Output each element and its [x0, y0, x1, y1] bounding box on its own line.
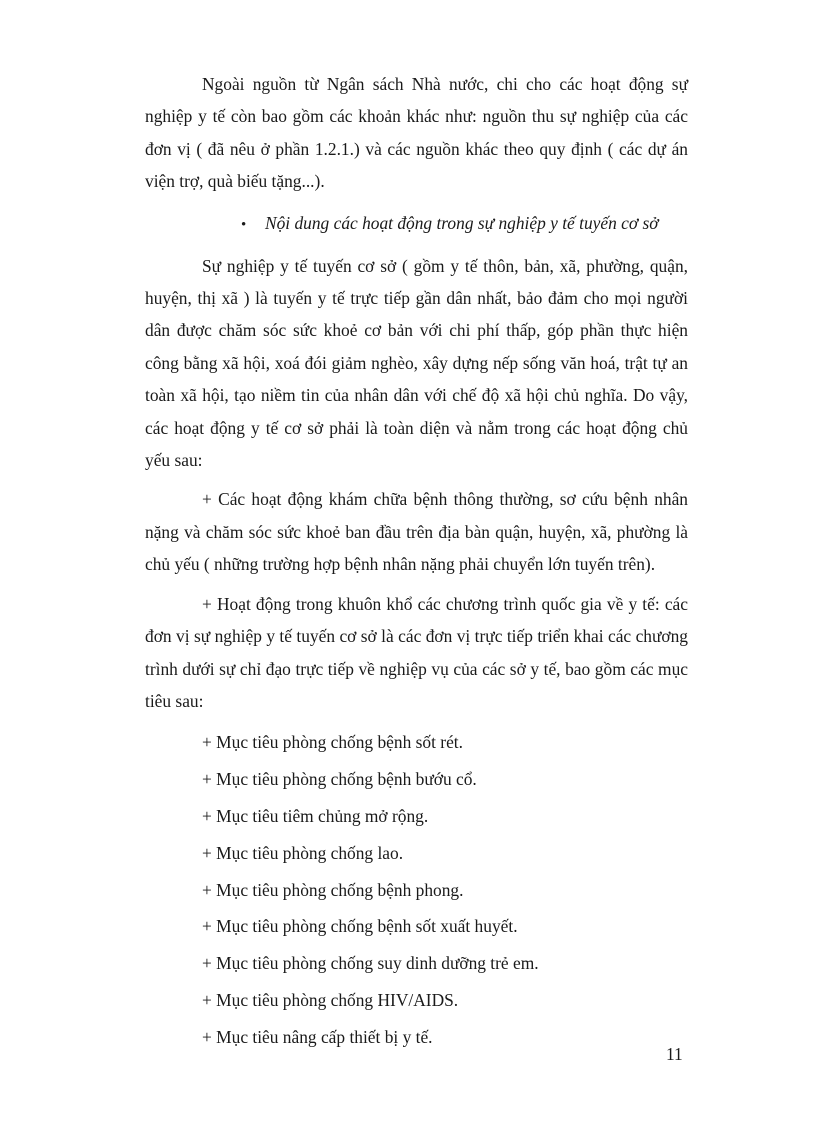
list-item: + Mục tiêu phòng chống bệnh bướu cổ.: [202, 769, 477, 790]
paragraph-grassroots-health: Sự nghiệp y tế tuyến cơ sở ( gồm y tế thôn, bản, xã, phường, quận, huyện, thị xã ) là tuyến y tế trực tiếp gần dân nhất, bảo đảm cho mọi người dân được chăm sóc sức khoẻ cơ bản với chi phí thấp, góp phần thực hiện công bằng xã hội, xoá đói giảm nghèo, xây dựng nếp sống văn hoá, trật tự an toàn xã hội, tạo niềm tin của nhân dân với chế độ xã hội chủ nghĩa. Do vậy, các hoạt động y tế cơ sở phải là toàn diện và nằm trong các hoạt động chủ yếu sau:: [145, 255, 688, 471]
list-item: + Mục tiêu phòng chống bệnh sốt xuất huyết.: [202, 916, 518, 937]
page-number: 11: [666, 1044, 683, 1064]
section-heading-text: Nội dung các hoạt động trong sự nghiệp y tế tuyến cơ sở: [265, 212, 659, 233]
list-item: + Mục tiêu phòng chống suy dinh dưỡng trẻ em.: [202, 953, 539, 974]
paragraph-activity-national-programs: + Hoạt động trong khuôn khổ các chương trình quốc gia về y tế: các đơn vị sự nghiệp y tế tuyến cơ sở là các đơn vị trực tiếp triển khai các chương trình dưới sự chỉ đạo trực tiếp về nghiệp vụ của các sở y tế, bao gồm các mục tiêu sau:: [145, 593, 688, 711]
paragraph-funding-sources: Ngoài nguồn từ Ngân sách Nhà nước, chi cho các hoạt động sự nghiệp y tế còn bao gồm các khoản khác như: nguồn thu sự nghiệp của các đơn vị ( đã nêu ở phần 1.2.1.) và các nguồn khác theo quy định ( các dự án viện trợ, quà biếu tặng...).: [145, 74, 688, 192]
paragraph-activity-treatment: + Các hoạt động khám chữa bệnh thông thường, sơ cứu bệnh nhân nặng và chăm sóc sức khoẻ ban đầu trên địa bàn quận, huyện, xã, phường là chủ yếu ( những trường hợp bệnh nhân nặng phải chuyển lớn tuyến trên).: [145, 489, 688, 575]
list-item: + Mục tiêu phòng chống lao.: [202, 842, 404, 863]
list-item: + Mục tiêu phòng chống HIV/AIDS.: [202, 989, 459, 1010]
list-item: + Mục tiêu tiêm chủng mở rộng.: [202, 805, 429, 826]
list-item: + Mục tiêu phòng chống bệnh sốt rét.: [202, 732, 463, 753]
document-page: [145, 68, 688, 1055]
list-item: + Mục tiêu nâng cấp thiết bị y tế.: [202, 1026, 433, 1047]
objectives-list: [145, 724, 688, 1055]
list-item: + Mục tiêu phòng chống bệnh phong.: [202, 879, 464, 900]
section-heading: [145, 205, 688, 243]
bullet-icon: •: [241, 216, 247, 233]
